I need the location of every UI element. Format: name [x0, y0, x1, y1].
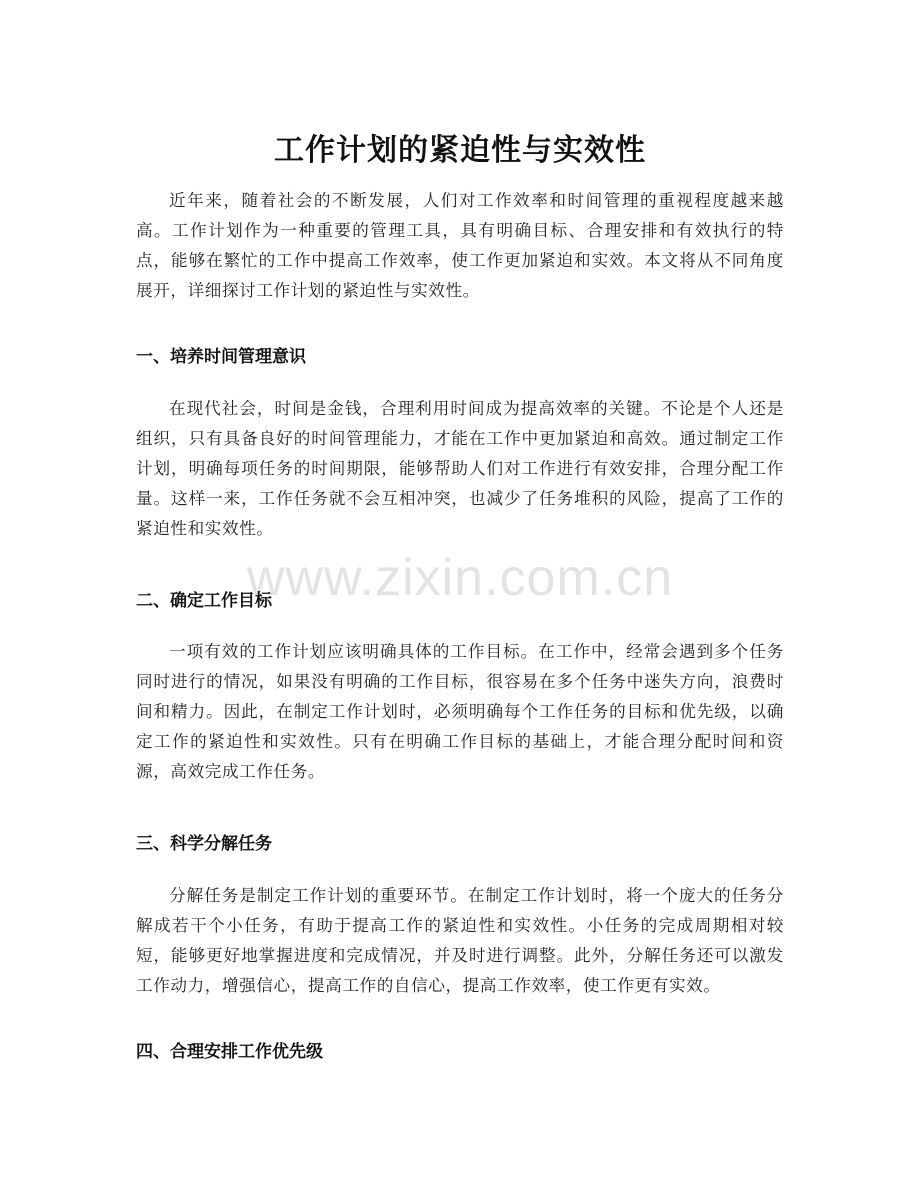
section-body-2: 一项有效的工作计划应该明确具体的工作目标。在工作中，经常会遇到多个任务同时进行的情况，如果没有明确的工作目标，很容易在多个任务中迷失方向，浪费时间和精力。因此，在制定工作计划时，必须明确每个工作任务的目标和优先级，以确定工作的紧迫性和实效性。只有在明确工作目标的基础上，才能合理分配时间和资源，高效完成工作任务。: [136, 642, 784, 781]
section-heading-4: 四、合理安排工作优先级: [136, 1042, 323, 1062]
section-heading-3: 三、科学分解任务: [136, 834, 272, 854]
section-body-3: 分解任务是制定工作计划的重要环节。在制定工作计划时，将一个庞大的任务分解成若干个小任务，有助于提高工作的紧迫性和实效性。小任务的完成周期相对较短，能够更好地掌握进度和完成情况，并及时进行调整。此外，分解任务还可以激发工作动力，增强信心，提高工作的自信心，提高工作效率，使工作更有实效。: [136, 886, 784, 995]
watermark-text: www.zixin.com.cn: [246, 549, 674, 607]
page-title: 工作计划的紧迫性与实效性: [274, 133, 646, 169]
intro-paragraph: 近年来，随着社会的不断发展，人们对工作效率和时间管理的重视程度越来越高。工作计划作为一种重要的管理工具，具有明确目标、合理安排和有效执行的特点，能够在繁忙的工作中提高工作效率，使工作更加紧迫和实效。本文将从不同角度展开，详细探讨工作计划的紧迫性与实效性。: [136, 191, 784, 300]
section-heading-2: 二、确定工作目标: [136, 591, 272, 611]
section-heading-1: 一、培养时间管理意识: [136, 347, 306, 367]
section-body-1: 在现代社会，时间是金钱，合理利用时间成为提高效率的关键。不论是个人还是组织，只有具备良好的时间管理能力，才能在工作中更加紧迫和高效。通过制定工作计划，明确每项任务的时间期限，能够帮助人们对工作进行有效安排，合理分配工作量。这样一来，工作任务就不会互相冲突，也减少了任务堆积的风险，提高了工作的紧迫性和实效性。: [136, 399, 784, 538]
